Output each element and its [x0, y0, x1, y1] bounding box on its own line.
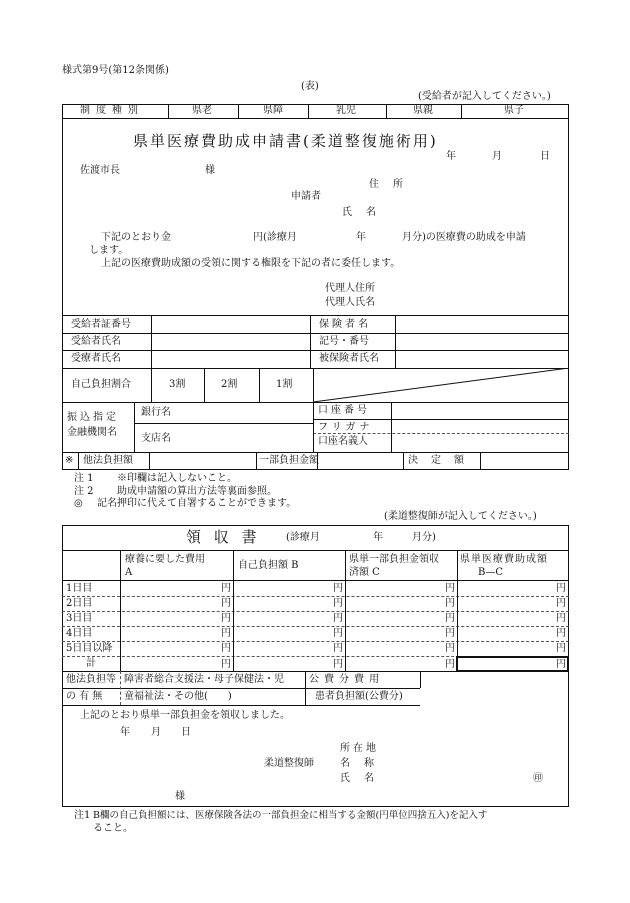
yen-a3: 円	[221, 613, 231, 624]
recipient-name-field[interactable]	[151, 333, 310, 350]
decision-label: 決定額	[408, 455, 477, 466]
form-side: (表)	[301, 81, 319, 92]
law-list-1: 障害者総合支援法・母子保健法・児	[124, 674, 284, 685]
category-ken-sho[interactable]: 県障	[263, 105, 283, 116]
receipt-honorific: 様	[175, 791, 185, 802]
note1-text: ※印欄は記入しないこと。	[117, 473, 237, 484]
copay-1[interactable]: 1割	[276, 379, 293, 390]
row-day4: 4日目	[66, 628, 93, 639]
furigana-label: フリガナ	[318, 422, 374, 433]
bank-name-label: 銀行名	[141, 407, 171, 418]
recipient-name-label: 受給者氏名	[71, 336, 121, 347]
yen-d2: 円	[556, 598, 566, 609]
footer-note-label: 注1	[74, 810, 91, 821]
received-day: 日	[181, 727, 191, 738]
law-list-2: 童福祉法・その他( )	[124, 691, 232, 702]
partial-label: 一部負担金額	[259, 455, 319, 466]
note3-label: ◎	[74, 498, 83, 509]
other-burden-label-2: の 有 無	[66, 691, 103, 702]
branch-name-label: 支店名	[141, 433, 171, 444]
category-nyuji[interactable]: 乳児	[336, 105, 356, 116]
yen-d1: 円	[556, 583, 566, 594]
yen-a5: 円	[221, 643, 231, 654]
patient-public-label: 患者負担額(公費分)	[315, 691, 403, 702]
body-year: 年	[356, 232, 366, 243]
note1-label: 注 1	[74, 473, 94, 484]
bank-label-2: 金融機関名	[67, 427, 117, 438]
insurer-name-field[interactable]	[395, 315, 569, 333]
account-number-field[interactable]	[391, 402, 569, 419]
symbol-number-label: 記号・番号	[319, 336, 369, 347]
agent-name-label: 代理人氏名	[325, 297, 375, 308]
note3-text: 記名押印に代えて自署することができます。	[97, 498, 297, 509]
yen-a1: 円	[221, 583, 231, 594]
yen-b2: 円	[333, 598, 343, 609]
copay-label: 自己負担割合	[71, 379, 131, 390]
addressee-honorific: 様	[205, 165, 215, 176]
applicant-label: 申請者	[291, 191, 321, 202]
therapist-note: (柔道整復師が記入してください。)	[384, 511, 537, 522]
col-c-letter: 済額 C	[349, 567, 380, 578]
body-delegation: 上記の医療費助成額の受領に関する権限を下記の者に委任します。	[101, 258, 401, 269]
yen-d5: 円	[556, 643, 566, 654]
row-day3: 3日目	[66, 613, 93, 624]
yen-b4: 円	[333, 628, 343, 639]
recipient-id-field[interactable]	[151, 315, 310, 333]
date-day: 日	[540, 151, 550, 162]
received-year: 年	[120, 727, 130, 738]
other-law-label: 他法負担額	[83, 455, 133, 466]
recipient-note: (受給者が記入してください。)	[418, 91, 551, 102]
applicant-name-label: 氏名	[342, 207, 390, 218]
insured-name-label: 被保険者氏名	[319, 353, 379, 364]
subsidy-total-cell[interactable]	[456, 656, 569, 672]
yen-c3: 円	[445, 613, 455, 624]
form-number: 様式第9号(第12条関係)	[62, 65, 169, 76]
copay-3[interactable]: 3割	[169, 379, 186, 390]
footer-note-2: ること。	[93, 823, 133, 834]
body-line-2: します。	[89, 245, 129, 256]
date-year: 年	[446, 151, 456, 162]
category-label: 制度種別	[80, 105, 144, 116]
account-holder-field[interactable]	[391, 419, 569, 452]
office-mark: ※	[65, 455, 74, 466]
bank-label-1: 振込指定	[67, 412, 119, 423]
received-month: 月	[151, 727, 161, 738]
yen-a2: 円	[221, 598, 231, 609]
col-a-letter: A	[125, 567, 133, 578]
yen-a4: 円	[221, 628, 231, 639]
addressee: 佐渡市長	[80, 165, 120, 176]
row-day5: 5日目以降	[66, 643, 113, 654]
row-day1: 1日目	[66, 583, 93, 594]
category-ken-ro[interactable]: 県老	[192, 105, 212, 116]
receipt-title: 領 収 書	[186, 528, 261, 546]
yen-a-total: 円	[221, 659, 231, 670]
date-month: 月	[492, 151, 502, 162]
yen-c1: 円	[445, 583, 455, 594]
insurer-name-label: 保険者名	[319, 319, 371, 330]
footer-note-1: B欄の自己負担額には、医療保険各法の一部負担金に相当する金額(円単位四捨五入)を記入す	[93, 810, 488, 821]
yen-c4: 円	[445, 628, 455, 639]
receipt-month-label: (診療月	[286, 532, 320, 543]
copay-slash	[313, 368, 569, 402]
yen-c-total: 円	[445, 659, 455, 670]
note2-label: 注 2	[74, 486, 94, 497]
col-c-label: 県単一部負担金領収	[349, 554, 439, 565]
yen-b5: 円	[333, 643, 343, 654]
category-ken-ko[interactable]: 県子	[504, 105, 524, 116]
col-d-formula: B—C	[478, 567, 503, 578]
yen-b1: 円	[333, 583, 343, 594]
yen-c2: 円	[445, 598, 455, 609]
patient-name-field[interactable]	[151, 350, 310, 368]
yen-b3: 円	[333, 613, 343, 624]
account-number-label: 口座番号	[318, 405, 370, 416]
patient-name-label: 受療者氏名	[71, 353, 121, 364]
other-burden-label-1: 他法負担等	[66, 674, 116, 685]
recipient-id-label: 受給者証番号	[71, 319, 131, 330]
category-ken-shin[interactable]: 県親	[413, 105, 433, 116]
insured-name-field[interactable]	[395, 350, 569, 368]
yen-d-total: 円	[556, 659, 566, 670]
application-title: 県単医療費助成申請書(柔道整復施術用)	[133, 132, 438, 150]
account-holder-label: 口座名義人	[318, 436, 368, 447]
symbol-number-field[interactable]	[395, 333, 569, 350]
seal-mark: ㊞	[533, 773, 543, 784]
col-b-label: 自己負担額 B	[238, 560, 299, 571]
body-month-label: 円(診療月	[253, 232, 297, 243]
receipt-year: 年	[373, 532, 383, 543]
applicant-address-label: 住所	[369, 179, 417, 190]
yen-b-total: 円	[333, 659, 343, 670]
row-day2: 2日目	[66, 598, 93, 609]
agent-address-label: 代理人住所	[325, 283, 375, 294]
yen-c5: 円	[445, 643, 455, 654]
col-d-label: 県単医療費助成額	[460, 554, 548, 565]
note2-text: 助成申請額の算出方法等裏面参照。	[117, 486, 277, 497]
row-total: 計	[86, 658, 96, 669]
receipt-month-end: 月分)	[412, 532, 436, 543]
body-amount-prefix: 下記のとおり金	[101, 232, 171, 243]
yen-d3: 円	[556, 613, 566, 624]
copay-2[interactable]: 2割	[221, 379, 238, 390]
facility-name-label: 名称	[340, 758, 388, 769]
therapist-label: 柔道整復師	[264, 758, 314, 769]
col-a-label: 療養に要した費用	[125, 554, 205, 565]
therapist-name-label: 氏名	[340, 773, 388, 784]
received-statement: 上記のとおり県単一部負担金を領収しました。	[80, 710, 290, 721]
body-request: 月分)の医療費の助成を申請	[402, 232, 526, 243]
location-label: 所在地	[340, 743, 379, 754]
public-cost-label: 公費分費用	[309, 674, 384, 685]
yen-d4: 円	[556, 628, 566, 639]
